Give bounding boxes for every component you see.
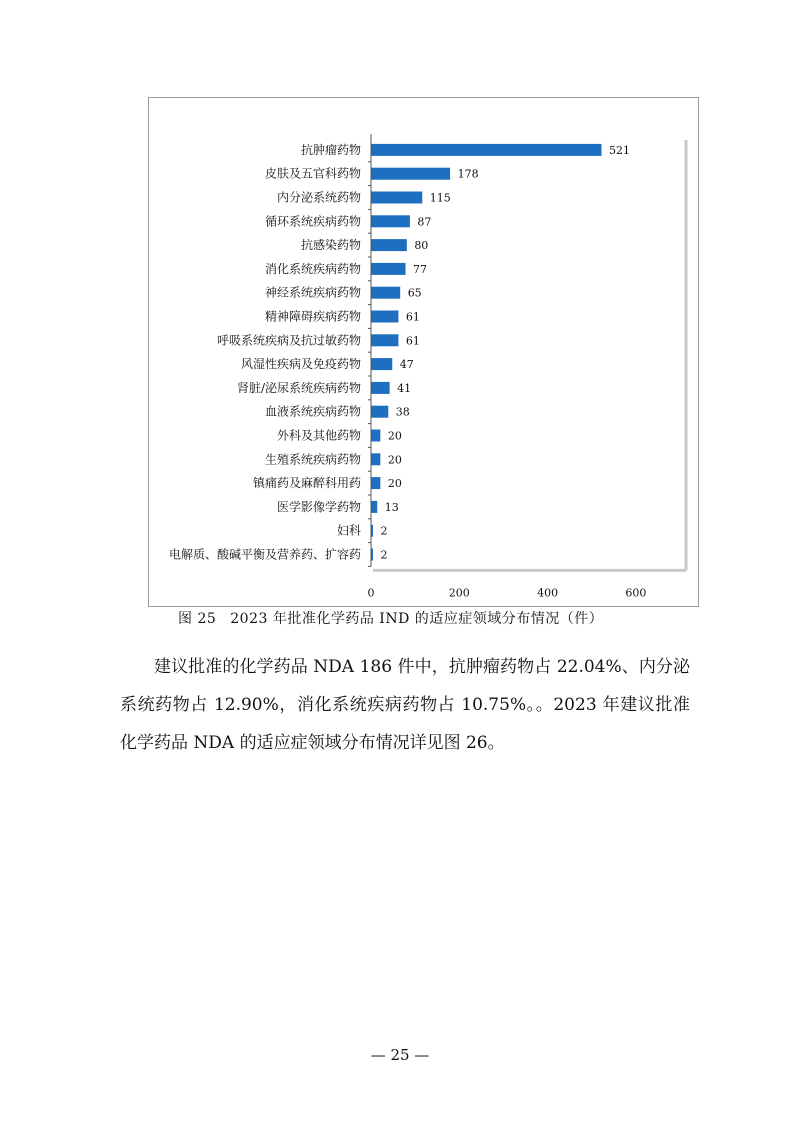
bar [372, 453, 381, 465]
data-label: 20 [387, 477, 402, 491]
category-label: 肾脏/泌尿系统疾病药物 [236, 380, 361, 395]
bar-chart [149, 98, 698, 606]
data-label: 61 [405, 310, 420, 324]
x-tick-label: 400 [537, 586, 559, 600]
bar [372, 334, 399, 346]
bar [372, 263, 406, 275]
bar [372, 311, 399, 323]
category-label: 呼吸系统疾病及抗过敏药物 [216, 333, 361, 348]
data-label: 61 [405, 334, 420, 348]
bar [372, 192, 423, 204]
data-label: 20 [387, 453, 402, 467]
category-label: 外科及其他药物 [276, 428, 361, 443]
bar [372, 168, 451, 180]
figure-caption-text: 2023 年批准化学药品 IND 的适应症领域分布情况（件） [230, 611, 604, 627]
bar [372, 430, 381, 442]
category-label: 皮肤及五官科药物 [264, 166, 361, 181]
body-paragraph: 建议批准的化学药品 NDA 186 件中，抗肿瘤药物占 22.04%、内分泌系统药物占 12.90%，消化系统疾病药物占 10.75%。。2023 年建议批准化学药品 NDA 的适应症领域分布情况详见图 26。 [120, 657, 690, 753]
category-label: 生殖系统疾病药物 [264, 452, 361, 467]
data-label: 77 [412, 262, 427, 276]
category-label: 神经系统疾病药物 [264, 285, 361, 300]
bar [372, 215, 410, 227]
category-label: 抗感染药物 [300, 238, 361, 253]
page-number: — 25 — [370, 1046, 430, 1064]
category-label: 循环系统疾病药物 [264, 214, 361, 229]
bar [372, 406, 389, 418]
bar [372, 358, 393, 370]
bar [372, 525, 374, 537]
data-label: 13 [384, 500, 399, 514]
figure-caption [178, 608, 617, 628]
data-label: 20 [387, 429, 402, 443]
bar [372, 501, 378, 513]
category-label: 血液系统疾病药物 [264, 404, 361, 419]
body-text [120, 648, 690, 762]
data-label: 178 [457, 167, 479, 181]
data-label: 65 [407, 286, 422, 300]
bar [372, 287, 401, 299]
data-label: 2 [380, 524, 388, 538]
data-label: 521 [609, 143, 631, 157]
category-label: 电解质、酸碱平衡及营养药、扩容药 [168, 547, 361, 562]
category-label: 内分泌系统药物 [276, 190, 361, 205]
category-label: 消化系统疾病药物 [264, 261, 361, 276]
bar [372, 477, 381, 489]
category-label: 镇痛药及麻醉科用药 [252, 476, 361, 491]
category-label: 抗肿瘤药物 [300, 142, 361, 157]
chart-container [148, 97, 699, 607]
category-label: 医学影像学药物 [276, 499, 361, 514]
bar [372, 239, 407, 251]
bar [372, 382, 390, 394]
category-label: 妇科 [336, 523, 361, 538]
data-label: 47 [399, 358, 414, 372]
bar [372, 144, 602, 156]
x-tick-label: 0 [367, 586, 375, 600]
data-label: 87 [417, 215, 432, 229]
data-label: 2 [380, 548, 388, 562]
category-label: 风湿性疾病及免疫药物 [240, 357, 361, 372]
data-label: 115 [429, 191, 451, 205]
figure-number: 图 25 [178, 611, 217, 627]
x-tick-label: 200 [448, 586, 470, 600]
data-label: 41 [397, 381, 412, 395]
bar [372, 549, 374, 561]
category-label: 精神障碍疾病药物 [264, 309, 361, 324]
data-label: 38 [395, 405, 410, 419]
data-label: 80 [414, 239, 429, 253]
x-tick-label: 600 [625, 586, 647, 600]
